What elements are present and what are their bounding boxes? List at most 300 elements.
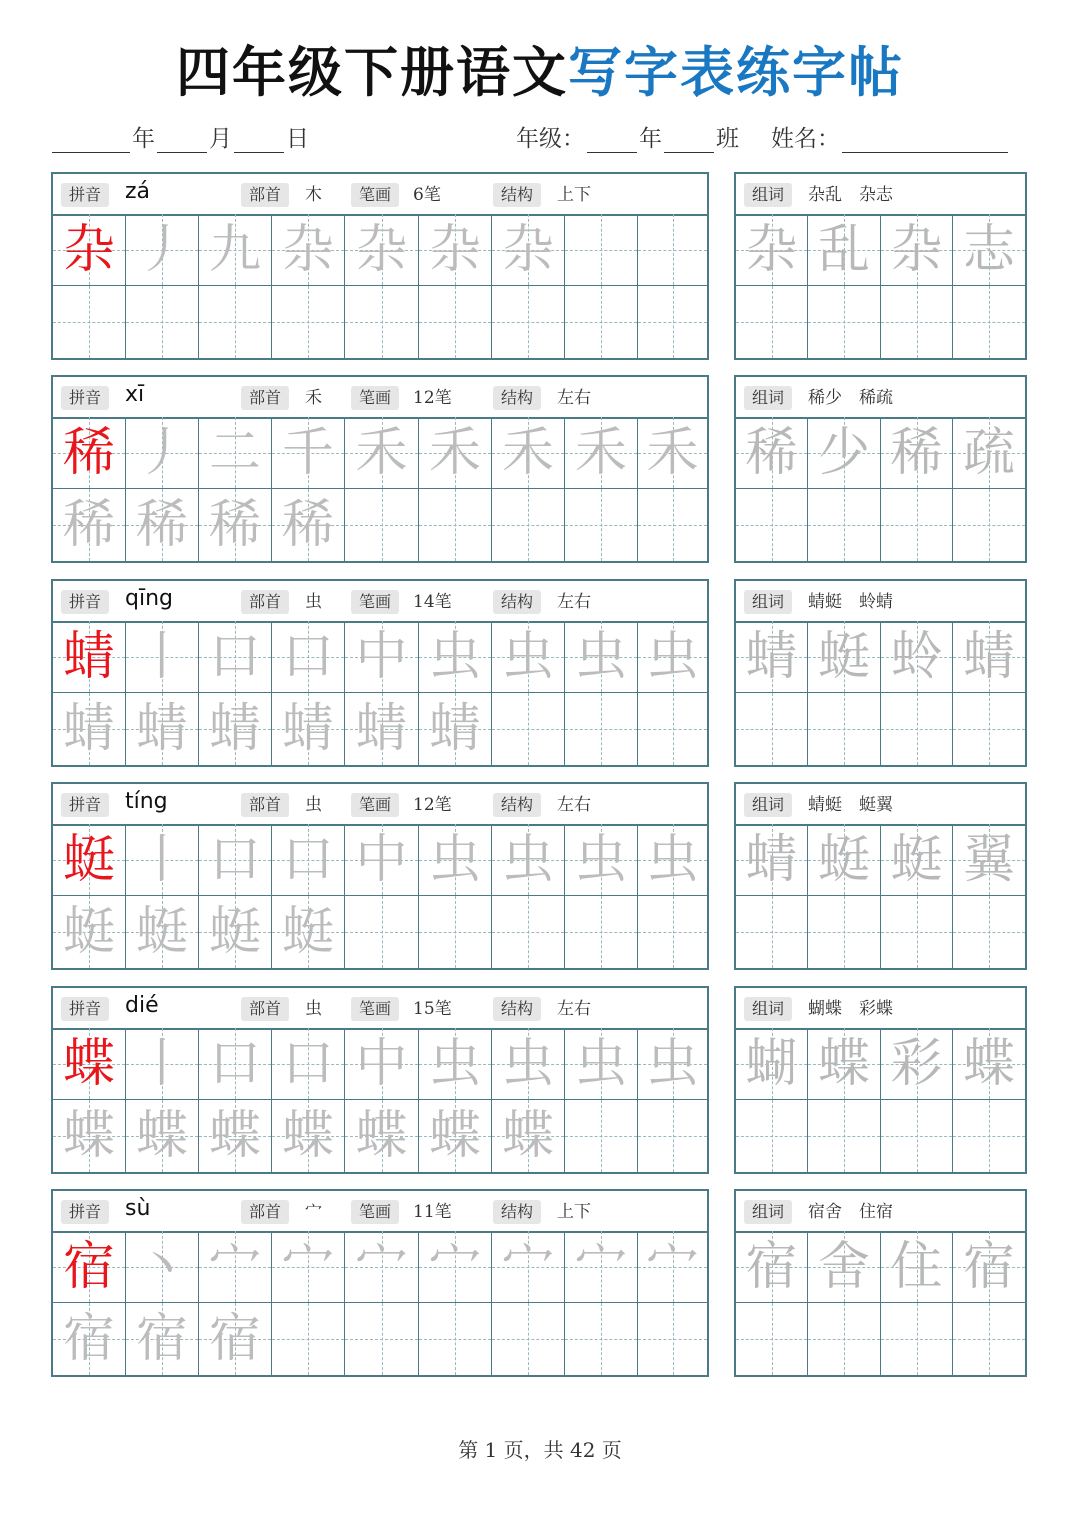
grid-cell[interactable] [419,489,492,561]
grid-cell[interactable] [199,489,272,561]
writing-grid [53,1028,707,1172]
stroke-order-step: 蝶 [135,1106,188,1166]
grid-cell[interactable] [345,286,419,358]
stroke-order-step: 蝶 [428,1106,481,1166]
grid-cell[interactable] [272,896,345,968]
words-value: 杂乱 杂志 [808,185,893,205]
grid-cell[interactable] [565,286,638,358]
grid-cell[interactable] [638,286,707,358]
words-value: 宿舍 住宿 [808,1202,893,1222]
word-character: 蛉 [890,627,943,687]
grid-cell[interactable] [53,1303,126,1375]
stroke-order-step: 中 [355,627,408,687]
grid-cell[interactable] [565,417,638,489]
stroke-order-step: 口 [208,627,261,687]
grid-cell[interactable] [808,417,881,489]
grid-cell[interactable] [808,489,881,561]
words-value: 蝴蝶 彩蝶 [808,999,893,1019]
grid-cell[interactable] [638,824,707,896]
strokes-tag: 笔画 [351,183,399,207]
stroke-order-step: 丨 [135,1034,188,1094]
grid-cell[interactable] [953,1028,1025,1100]
grid-cell[interactable] [126,1303,199,1375]
strokes-value: 11笔 [413,1202,452,1222]
words-tag: 组词 [744,1200,792,1224]
grid-cell[interactable] [272,1100,345,1172]
grid-cell[interactable] [736,214,808,286]
stroke-order-step: 杂 [501,220,554,280]
grid-cell[interactable] [345,214,419,286]
grid-cell[interactable] [419,824,492,896]
grid-cell[interactable] [272,417,345,489]
grid-cell[interactable] [126,824,199,896]
words-value: 蜻蜓 蜓翼 [808,795,893,815]
stroke-order-step: 宀 [208,1237,261,1297]
grid-cell[interactable] [126,214,199,286]
grid-cell[interactable] [419,1231,492,1303]
words-tag: 组词 [744,997,792,1021]
grid-cell[interactable] [492,621,565,693]
grid-cell[interactable] [126,1231,199,1303]
grid-cell[interactable] [492,1231,565,1303]
stroke-order-step: 蝶 [208,1106,261,1166]
grid-cell[interactable] [492,896,565,968]
guide-line-horizontal [638,729,707,730]
word-character: 志 [962,220,1015,280]
structure-tag: 结构 [493,1200,541,1224]
month-blank[interactable] [157,126,207,153]
guide-line-horizontal [492,1339,564,1340]
pinyin-tag: 拼音 [61,997,109,1021]
stroke-order-step: 蝶 [281,1106,334,1166]
stroke-order-step: 九 [208,220,261,280]
guide-line-horizontal [881,729,952,730]
pinyin-value: dié [125,993,159,1018]
grid-cell[interactable] [272,286,345,358]
word-character: 翼 [962,830,1015,890]
grid-cell[interactable] [808,214,881,286]
word-panel [734,1189,1027,1377]
day-blank[interactable] [234,126,284,153]
grid-cell[interactable] [736,621,808,693]
grid-cell[interactable] [565,693,638,765]
grid-cell[interactable] [126,693,199,765]
grid-cell[interactable] [881,693,953,765]
words-tag: 组词 [744,183,792,207]
grid-cell[interactable] [808,1231,881,1303]
year-label: 年 [132,126,155,152]
word-character: 彩 [890,1034,943,1094]
grid-cell[interactable] [808,693,881,765]
stroke-order-step: 宿 [62,1309,115,1369]
character-info-bar [53,784,707,826]
guide-line-horizontal [565,1339,637,1340]
guide-line-horizontal [736,322,807,323]
word-character: 杂 [890,220,943,280]
stroke-order-step: 蜻 [281,699,334,759]
grid-cell[interactable] [638,1303,707,1375]
word-info-bar [736,377,1025,419]
word-info-bar [736,784,1025,826]
grid-cell[interactable] [272,621,345,693]
radical-value: 木 [305,185,322,205]
grid-cell[interactable] [419,693,492,765]
stroke-order-step: 蝶 [501,1106,554,1166]
grid-cell[interactable] [565,1303,638,1375]
grid-cell[interactable] [638,1100,707,1172]
grid-cell[interactable] [272,1303,345,1375]
character-info-bar [53,988,707,1030]
grid-cell[interactable] [565,1231,638,1303]
model-character: 稀 [62,423,115,483]
stroke-order-step: 虫 [646,830,699,890]
guide-line-horizontal [638,322,707,323]
writing-grid [53,824,707,968]
grid-cell[interactable] [881,417,953,489]
stroke-order-step: 二 [208,423,261,483]
guide-line-horizontal [492,322,564,323]
guide-line-horizontal [736,1339,807,1340]
grid-cell[interactable] [565,896,638,968]
grid-cell[interactable] [345,824,419,896]
practice-panel [51,1189,709,1377]
guide-line-horizontal [492,729,564,730]
grid-cell[interactable] [808,1100,881,1172]
grid-cell[interactable] [638,621,707,693]
grid-cell[interactable] [808,286,881,358]
grid-cell[interactable] [419,1028,492,1100]
grid-cell[interactable] [638,214,707,286]
word-character: 蜓 [817,830,870,890]
grid-cell[interactable] [565,621,638,693]
model-character: 杂 [62,220,115,280]
grid-cell[interactable] [808,896,881,968]
grid-cell[interactable] [565,824,638,896]
stroke-order-step: 蜻 [135,699,188,759]
stroke-order-step: 禾 [501,423,554,483]
grid-cell[interactable] [953,1303,1025,1375]
guide-line-horizontal [881,932,952,933]
grid-cell[interactable] [638,896,707,968]
grid-cell[interactable] [345,896,419,968]
grid-cell[interactable] [736,824,808,896]
model-character: 宿 [62,1237,115,1297]
stroke-order-step: 虫 [574,627,627,687]
grid-cell[interactable] [126,286,199,358]
word-character: 蜻 [962,627,1015,687]
stroke-order-step: 宿 [135,1309,188,1369]
grade-blank[interactable] [587,126,637,153]
guide-line-horizontal [736,1136,807,1137]
grid-cell[interactable] [492,417,565,489]
grid-cell[interactable] [881,214,953,286]
strokes-tag: 笔画 [351,997,399,1021]
grid-cell[interactable] [199,824,272,896]
grid-cell[interactable] [953,417,1025,489]
strokes-tag: 笔画 [351,590,399,614]
class-blank[interactable] [664,126,714,153]
grid-cell[interactable] [126,621,199,693]
pinyin-value: qīng [125,586,173,611]
stroke-order-step: 宀 [281,1237,334,1297]
grid-cell[interactable] [53,621,126,693]
grid-cell[interactable] [126,489,199,561]
word-character: 杂 [745,220,798,280]
word-character: 舍 [817,1237,870,1297]
word-panel [734,986,1027,1174]
stroke-order-step: 蝶 [62,1106,115,1166]
grid-cell[interactable] [953,621,1025,693]
grid-cell[interactable] [126,1100,199,1172]
name-blank[interactable] [842,126,1008,153]
grid-cell[interactable] [272,489,345,561]
stroke-order-step: 蜓 [281,902,334,962]
stroke-order-step: 口 [281,627,334,687]
guide-line-horizontal [199,322,271,323]
structure-value: 上下 [557,1202,591,1222]
grid-cell[interactable] [126,1028,199,1100]
grid-cell[interactable] [199,1231,272,1303]
stroke-order-step: 蜓 [135,902,188,962]
grid-cell[interactable] [53,1231,126,1303]
stroke-order-step: 禾 [428,423,481,483]
stroke-order-step: 虫 [501,830,554,890]
character-info-bar [53,174,707,216]
strokes-tag: 笔画 [351,793,399,817]
structure-value: 左右 [557,795,591,815]
year-blank[interactable] [52,126,130,153]
grid-cell[interactable] [638,693,707,765]
grid-cell[interactable] [881,1100,953,1172]
grid-cell[interactable] [272,214,345,286]
character-block [0,172,1080,362]
grid-cell[interactable] [53,824,126,896]
grid-cell[interactable] [953,214,1025,286]
grid-cell[interactable] [565,489,638,561]
guide-line-horizontal [53,322,125,323]
grid-cell[interactable] [492,1028,565,1100]
pinyin-tag: 拼音 [61,590,109,614]
grid-cell[interactable] [638,489,707,561]
grid-cell[interactable] [808,824,881,896]
stroke-order-step: 宀 [646,1237,699,1297]
grid-cell[interactable] [419,417,492,489]
grid-cell[interactable] [881,286,953,358]
grid-cell[interactable] [953,1231,1025,1303]
word-character: 蝶 [817,1034,870,1094]
stroke-order-step: 宀 [428,1237,481,1297]
practice-panel [51,172,709,360]
strokes-value: 14笔 [413,592,452,612]
grid-cell[interactable] [199,286,272,358]
strokes-value: 6笔 [413,185,441,205]
grid-cell[interactable] [53,214,126,286]
grid-cell[interactable] [736,1100,808,1172]
grid-cell[interactable] [492,1303,565,1375]
guide-line-horizontal [808,932,880,933]
grid-cell[interactable] [808,1028,881,1100]
grid-cell[interactable] [953,824,1025,896]
strokes-tag: 笔画 [351,386,399,410]
guide-line-horizontal [126,322,198,323]
word-character: 宿 [962,1237,1015,1297]
radical-tag: 部首 [241,386,289,410]
guide-line-horizontal [881,1339,952,1340]
grid-cell[interactable] [736,489,808,561]
practice-panel [51,579,709,767]
grid-cell[interactable] [736,417,808,489]
grid-cell[interactable] [53,286,126,358]
radical-value: 宀 [305,1202,322,1222]
guide-line-horizontal [953,1136,1025,1137]
grid-cell[interactable] [199,1028,272,1100]
month-label: 月 [209,126,232,152]
grid-cell[interactable] [419,214,492,286]
grid-cell[interactable] [736,1231,808,1303]
structure-tag: 结构 [493,997,541,1021]
grid-cell[interactable] [419,896,492,968]
grid-cell[interactable] [272,1231,345,1303]
grid-cell[interactable] [345,693,419,765]
guide-line-horizontal [345,322,418,323]
grid-cell[interactable] [881,489,953,561]
grid-cell[interactable] [419,1303,492,1375]
stroke-order-step: 口 [208,1034,261,1094]
grid-cell[interactable] [53,489,126,561]
grid-cell[interactable] [345,1231,419,1303]
grid-cell[interactable] [881,824,953,896]
stroke-order-step: 宀 [501,1237,554,1297]
stroke-order-step: 虫 [646,627,699,687]
grid-cell[interactable] [199,693,272,765]
grid-cell[interactable] [565,214,638,286]
grid-cell[interactable] [345,1100,419,1172]
word-character: 稀 [745,423,798,483]
stroke-order-step: 虫 [501,1034,554,1094]
grid-cell[interactable] [953,286,1025,358]
stroke-order-step: 蜻 [208,699,261,759]
stroke-order-step: 蜻 [355,699,408,759]
word-panel [734,375,1027,563]
grid-cell[interactable] [881,621,953,693]
grid-cell[interactable] [953,1100,1025,1172]
grid-cell[interactable] [808,1303,881,1375]
radical-tag: 部首 [241,590,289,614]
structure-value: 左右 [557,388,591,408]
guide-line-horizontal [565,525,637,526]
grid-cell[interactable] [736,1303,808,1375]
model-character: 蜻 [62,627,115,687]
grid-cell[interactable] [736,896,808,968]
guide-line-horizontal [638,1339,707,1340]
grid-cell[interactable] [199,1303,272,1375]
grid-cell[interactable] [199,417,272,489]
page-title [0,30,1080,107]
character-block [0,375,1080,565]
grid-cell[interactable] [736,1028,808,1100]
grid-cell[interactable] [126,896,199,968]
word-info-bar [736,988,1025,1030]
grid-cell[interactable] [199,621,272,693]
grid-cell[interactable] [492,824,565,896]
grid-cell[interactable] [53,896,126,968]
grid-cell[interactable] [565,1100,638,1172]
grid-cell[interactable] [53,1100,126,1172]
grid-cell[interactable] [345,417,419,489]
grid-cell[interactable] [199,1100,272,1172]
grid-cell[interactable] [881,896,953,968]
radical-value: 虫 [305,999,322,1019]
grid-cell[interactable] [492,1100,565,1172]
grid-cell[interactable] [419,1100,492,1172]
stroke-order-step: 蜓 [62,902,115,962]
grid-cell[interactable] [953,896,1025,968]
grid-cell[interactable] [953,489,1025,561]
grid-cell[interactable] [53,1028,126,1100]
stroke-order-step: 丶 [135,1237,188,1297]
guide-line-horizontal [419,932,491,933]
stroke-order-step: 禾 [574,423,627,483]
guide-line-horizontal [736,729,807,730]
grid-cell[interactable] [808,621,881,693]
grid-cell[interactable] [953,693,1025,765]
grid-cell[interactable] [345,621,419,693]
grid-cell[interactable] [272,824,345,896]
practice-panel [51,986,709,1174]
structure-value: 上下 [557,185,591,205]
grid-cell[interactable] [492,489,565,561]
radical-value: 虫 [305,795,322,815]
stroke-order-step: 中 [355,1034,408,1094]
grid-cell[interactable] [881,1028,953,1100]
grid-cell[interactable] [199,214,272,286]
word-writing-grid [736,417,1025,561]
grid-cell[interactable] [53,417,126,489]
grid-cell[interactable] [345,1028,419,1100]
grid-cell[interactable] [53,693,126,765]
grid-cell[interactable] [881,1231,953,1303]
word-writing-grid [736,1231,1025,1375]
grid-cell[interactable] [492,214,565,286]
guide-line-horizontal [565,932,637,933]
grid-cell[interactable] [419,621,492,693]
grid-cell[interactable] [345,1303,419,1375]
grid-cell[interactable] [272,1028,345,1100]
grid-cell[interactable] [492,693,565,765]
grid-cell[interactable] [272,693,345,765]
grid-cell[interactable] [199,896,272,968]
grid-cell[interactable] [881,1303,953,1375]
guide-line-horizontal [808,525,880,526]
grid-cell[interactable] [638,1231,707,1303]
guide-line-horizontal [565,729,637,730]
guide-line-horizontal [881,1136,952,1137]
pinyin-value: zá [125,179,151,204]
class-name-fields [514,120,1008,153]
grid-cell[interactable] [736,693,808,765]
guide-line-horizontal [881,322,952,323]
grid-cell[interactable] [419,286,492,358]
grid-cell[interactable] [638,417,707,489]
word-character: 住 [890,1237,943,1297]
grid-cell[interactable] [638,1028,707,1100]
grid-cell[interactable] [345,489,419,561]
guide-line-horizontal [345,525,418,526]
grid-cell[interactable] [736,286,808,358]
grid-cell[interactable] [126,417,199,489]
grid-cell[interactable] [492,286,565,358]
grid-cell[interactable] [565,1028,638,1100]
